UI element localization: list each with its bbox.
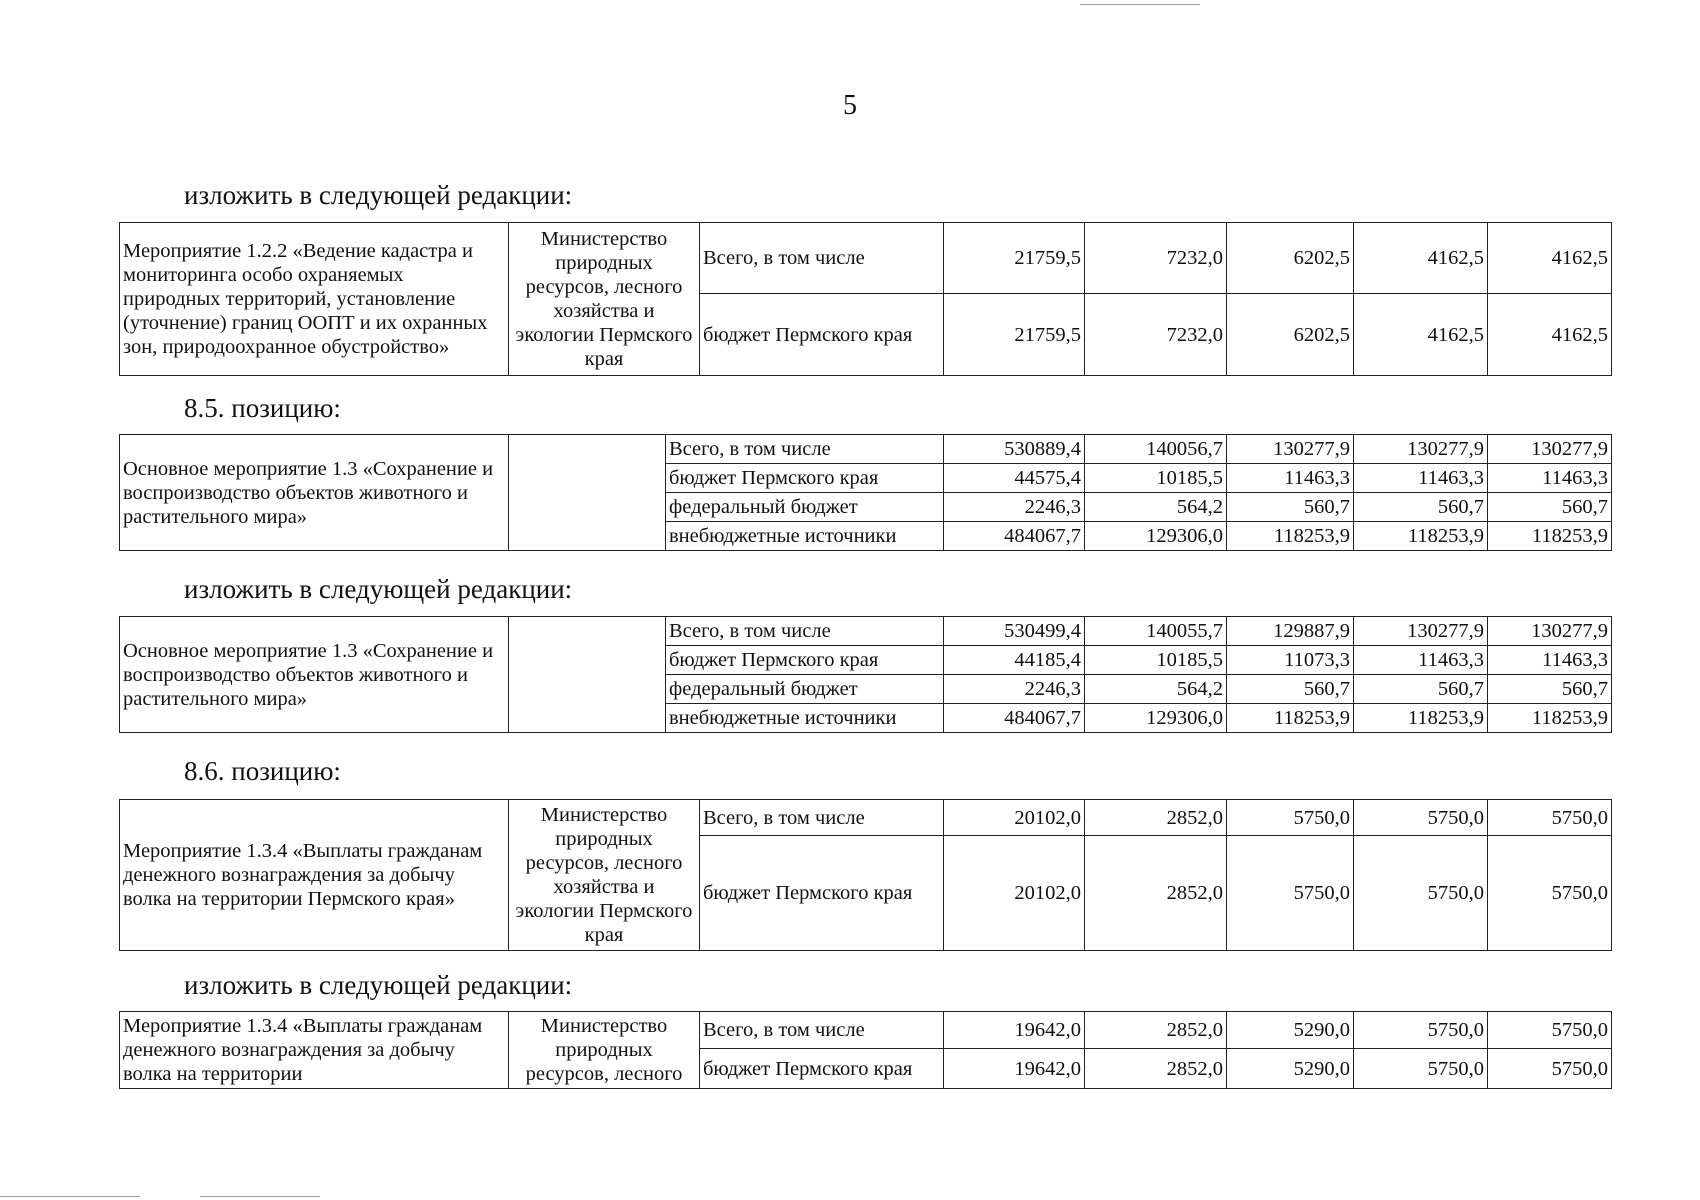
value-cell: 130277,9 (1354, 617, 1488, 646)
value-cell: 5290,0 (1227, 1049, 1354, 1089)
value-cell: 118253,9 (1227, 704, 1354, 733)
value-cell: 5750,0 (1488, 1049, 1612, 1089)
funding-source: федеральный бюджет (666, 493, 944, 522)
value-cell: 129306,0 (1085, 704, 1227, 733)
funding-source: Всего, в том числе (700, 223, 944, 294)
value-cell: 10185,5 (1085, 646, 1227, 675)
funding-source: бюджет Пермского края (666, 464, 944, 493)
value-cell: 5750,0 (1488, 836, 1612, 951)
funding-source: бюджет Пермского края (700, 1049, 944, 1089)
program-table (119, 799, 1612, 951)
value-cell: 130277,9 (1488, 617, 1612, 646)
responsible-executor: Министерство природных ресурсов, лесного хозяйства и экологии Пермского края (509, 223, 700, 376)
scan-edge-mark (1080, 4, 1200, 5)
scan-edge-mark (200, 1196, 320, 1197)
value-cell: 4162,5 (1488, 294, 1612, 376)
value-cell: 130277,9 (1227, 435, 1354, 464)
value-cell: 21759,5 (944, 223, 1085, 294)
value-cell: 5750,0 (1488, 800, 1612, 836)
value-cell: 560,7 (1354, 675, 1488, 704)
value-cell: 560,7 (1227, 675, 1354, 704)
value-cell: 5750,0 (1227, 836, 1354, 951)
value-cell: 6202,5 (1227, 294, 1354, 376)
value-cell: 560,7 (1488, 675, 1612, 704)
value-cell: 2852,0 (1085, 836, 1227, 951)
program-table (119, 616, 1612, 733)
value-cell: 5750,0 (1354, 800, 1488, 836)
value-cell: 118253,9 (1354, 522, 1488, 551)
responsible-executor: Министерство природных ресурсов, лесного хозяйства и экологии Пермского края (509, 800, 700, 951)
value-cell: 44185,4 (944, 646, 1085, 675)
value-cell: 5750,0 (1354, 1049, 1488, 1089)
value-cell: 129306,0 (1085, 522, 1227, 551)
funding-source: внебюджетные источники (666, 522, 944, 551)
value-cell: 560,7 (1488, 493, 1612, 522)
value-cell: 4162,5 (1354, 294, 1488, 376)
value-cell: 10185,5 (1085, 464, 1227, 493)
funding-source: бюджет Пермского края (666, 646, 944, 675)
measure-name: Мероприятие 1.3.4 «Выплаты гражданам денежного вознаграждения за добычу волка на территории Пермского края» (120, 800, 509, 951)
value-cell: 2852,0 (1085, 1012, 1227, 1049)
funding-source: Всего, в том числе (666, 617, 944, 646)
value-cell: 4162,5 (1354, 223, 1488, 294)
funding-source: федеральный бюджет (666, 675, 944, 704)
value-cell: 5750,0 (1227, 800, 1354, 836)
funding-source: бюджет Пермского края (700, 836, 944, 951)
value-cell: 11073,3 (1227, 646, 1354, 675)
value-cell: 564,2 (1085, 493, 1227, 522)
value-cell: 140055,7 (1085, 617, 1227, 646)
table-row (120, 223, 1612, 294)
value-cell: 140056,7 (1085, 435, 1227, 464)
section-heading: изложить в следующей редакции: (184, 180, 573, 210)
funding-source: внебюджетные источники (666, 704, 944, 733)
value-cell: 11463,3 (1354, 646, 1488, 675)
value-cell: 560,7 (1227, 493, 1354, 522)
value-cell: 5290,0 (1227, 1012, 1354, 1049)
funding-source: бюджет Пермского края (700, 294, 944, 376)
value-cell: 2852,0 (1085, 1049, 1227, 1089)
value-cell: 129887,9 (1227, 617, 1354, 646)
measure-name: Основное мероприятие 1.3 «Сохранение и воспроизводство объектов животного и растительного мира» (120, 435, 509, 551)
section-heading: изложить в следующей редакции: (184, 574, 573, 604)
value-cell: 2246,3 (944, 675, 1085, 704)
table-row (120, 1012, 1612, 1049)
table-row (120, 435, 1612, 464)
measure-name: Мероприятие 1.3.4 «Выплаты гражданам денежного вознаграждения за добычу волка на территории (120, 1012, 509, 1089)
value-cell: 7232,0 (1085, 223, 1227, 294)
value-cell: 484067,7 (944, 522, 1085, 551)
value-cell: 5750,0 (1488, 1012, 1612, 1049)
value-cell: 530889,4 (944, 435, 1085, 464)
value-cell: 4162,5 (1488, 223, 1612, 294)
value-cell: 19642,0 (944, 1012, 1085, 1049)
table-row (120, 800, 1612, 836)
value-cell: 2852,0 (1085, 800, 1227, 836)
value-cell: 11463,3 (1354, 464, 1488, 493)
value-cell: 20102,0 (944, 836, 1085, 951)
responsible-executor (509, 435, 666, 551)
funding-source: Всего, в том числе (700, 800, 944, 836)
section-heading: 8.5. позицию: (184, 393, 341, 423)
value-cell: 11463,3 (1488, 646, 1612, 675)
program-table (119, 1011, 1612, 1089)
value-cell: 530499,4 (944, 617, 1085, 646)
value-cell: 2246,3 (944, 493, 1085, 522)
responsible-executor (509, 617, 666, 733)
value-cell: 484067,7 (944, 704, 1085, 733)
value-cell: 44575,4 (944, 464, 1085, 493)
funding-source: Всего, в том числе (666, 435, 944, 464)
value-cell: 118253,9 (1488, 704, 1612, 733)
program-table (119, 434, 1612, 551)
table-row (120, 617, 1612, 646)
measure-name: Основное мероприятие 1.3 «Сохранение и воспроизводство объектов животного и растительного мира» (120, 617, 509, 733)
value-cell: 6202,5 (1227, 223, 1354, 294)
funding-source: Всего, в том числе (700, 1012, 944, 1049)
section-heading: 8.6. позицию: (184, 756, 341, 786)
program-table (119, 222, 1612, 376)
value-cell: 564,2 (1085, 675, 1227, 704)
value-cell: 130277,9 (1488, 435, 1612, 464)
value-cell: 5750,0 (1354, 836, 1488, 951)
measure-name: Мероприятие 1.2.2 «Ведение кадастра и мониторинга особо охраняемых природных территорий, установление (уточнение) границ ООПТ и их охранных зон, природоохранное обустройство» (120, 223, 509, 376)
value-cell: 19642,0 (944, 1049, 1085, 1089)
value-cell: 118253,9 (1488, 522, 1612, 551)
value-cell: 20102,0 (944, 800, 1085, 836)
value-cell: 118253,9 (1227, 522, 1354, 551)
responsible-executor: Министерство природных ресурсов, лесного (509, 1012, 700, 1089)
value-cell: 11463,3 (1227, 464, 1354, 493)
scan-edge-mark (0, 1196, 140, 1197)
value-cell: 11463,3 (1488, 464, 1612, 493)
value-cell: 7232,0 (1085, 294, 1227, 376)
page-number: 5 (843, 90, 857, 121)
value-cell: 21759,5 (944, 294, 1085, 376)
value-cell: 130277,9 (1354, 435, 1488, 464)
section-heading: изложить в следующей редакции: (184, 970, 573, 1000)
value-cell: 118253,9 (1354, 704, 1488, 733)
value-cell: 5750,0 (1354, 1012, 1488, 1049)
value-cell: 560,7 (1354, 493, 1488, 522)
